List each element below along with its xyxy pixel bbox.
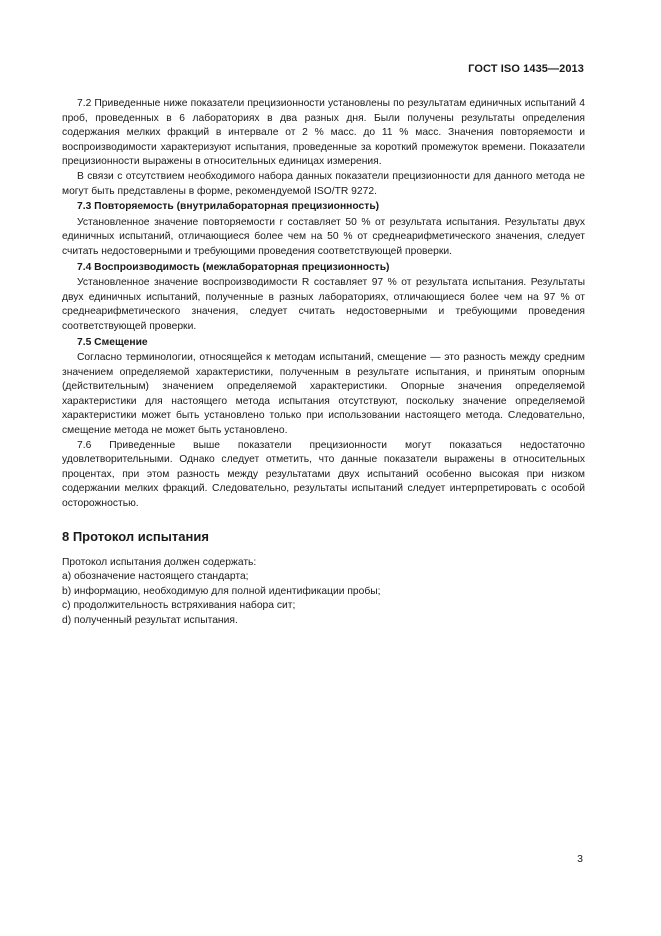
report-intro: Протокол испытания должен содержать:: [62, 556, 257, 568]
paragraph-bias: Согласно терминологии, относящейся к методам испытаний, смещение — это разность между средним значением определяемой характеристики, полученным в результате испытания, и принятым опорным (действительным) значением определяемой характеристики. Опорные значения определяемой характеристики для настоящего метода испытания отсутствуют, поскольку значение определяемой характеристики может быть установлено только при использовании настоящего метода. Следовательно, смещение метода не может быть установлено.: [62, 352, 585, 437]
page-content: [62, 97, 585, 629]
list-item-c: c) продолжительность встряхивания набора сит;: [62, 600, 296, 612]
heading-7-4: 7.4 Воспроизводимость (межлабораторная прецизионность): [77, 261, 390, 273]
heading-7-3: 7.3 Повторяемость (внутрилабораторная прецизионность): [77, 201, 380, 213]
list-item-a: a) обозначение настоящего стандарта;: [62, 571, 249, 583]
page-number: 3: [577, 853, 583, 865]
section-heading-8: 8 Протокол испытания: [62, 528, 209, 544]
paragraph-reproducibility: Установленное значение воспроизводимости R составляет 97 % от результата испытания. Результаты двух единичных испытаний, полученные в разных лабораториях, отличающиеся более чем на 97 % от среднеарифметического значения, следует считать недостоверными и требующими проведения соответствующей проверки.: [62, 277, 585, 332]
paragraph-precision-note: В связи с отсутствием необходимого набора данных показатели прецизионности для данного метода не могут быть представлены в форме, рекомендуемой ISO/TR 9272.: [62, 170, 585, 197]
list-item-b: b) информацию, необходимую для полной идентификации пробы;: [62, 585, 381, 597]
list-item-d: d) полученный результат испытания.: [62, 615, 238, 626]
standard-header: ГОСТ ISO 1435—2013: [468, 63, 584, 75]
heading-7-5: 7.5 Смещение: [77, 336, 148, 348]
paragraph-repeatability: Установленное значение повторяемости r составляет 50 % от результата испытания. Результаты двух единичных испытаний, отличающиеся более чем на 50 % от среднеарифметического значения, следует считать недостоверными и требующими проведения соответствующей проверки.: [62, 216, 585, 257]
paragraph-7-2: 7.2 Приведенные ниже показатели прецизионности установлены по результатам единичных испытаний 4 проб, проведенных в 6 лабораториях в два разных дня. Были получены результаты определения содержания мелких фракций в интервале от 2 % масс. до 11 % масс. Значения повторяемости и воспроизводимости характеризуют испытания, проведенные за короткий промежуток времени. Показатели прецизионности выражены в относительных единицах измерения.: [62, 98, 585, 168]
paragraph-7-6: 7.6 Приведенные выше показатели прецизионности могут показаться недостаточно удовлетворительными. Однако следует отметить, что данные показатели выражены в относительных процентах, при этом разность между результатами двух испытаний особенно высокая при низком содержании мелких фракций. Следовательно, результаты испытаний следует интерпретировать с особой осторожностью.: [62, 439, 585, 510]
